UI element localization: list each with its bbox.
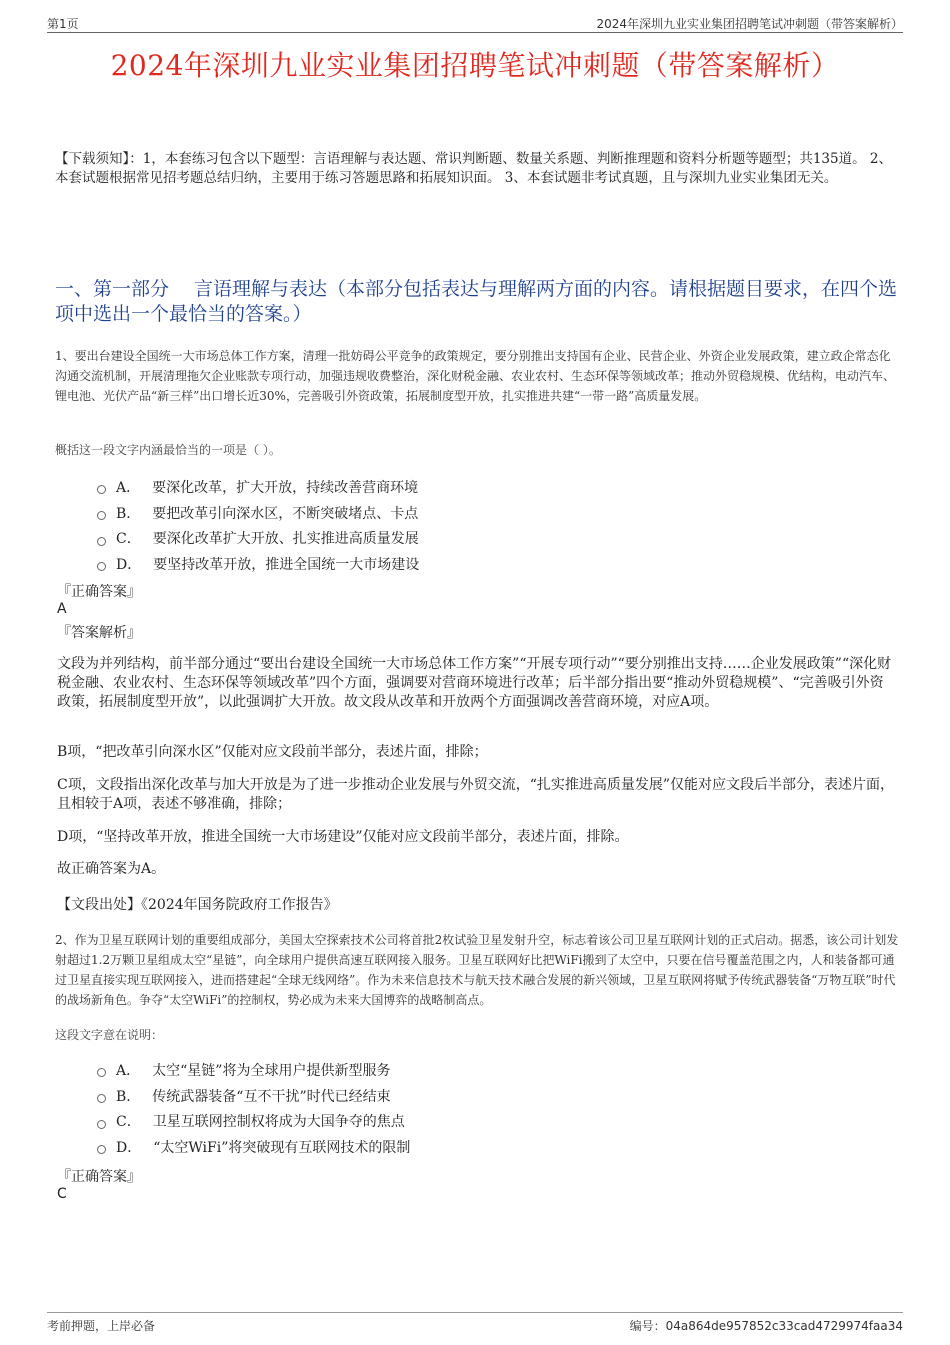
option-d[interactable] <box>97 551 797 577</box>
option-key: D． <box>116 556 142 573</box>
radio-icon[interactable] <box>97 1068 106 1077</box>
option-key: B． <box>116 505 141 522</box>
option-key: A． <box>116 1062 141 1079</box>
option-key: D． <box>116 1139 142 1156</box>
analysis-conclusion: 故正确答案为A。 <box>57 861 166 877</box>
section-heading: 一、第一部分 言语理解与表达（本部分包括表达与理解两方面的内容。请根据题目要求，在四个选项中选出一个最恰当的答案。） <box>55 278 898 325</box>
answer-value: C <box>57 1186 67 1202</box>
analysis-paragraph: D项，“坚持改革开放，推进全国统一大市场建设”仅能对应文段前半部分，表述片面，排除。 <box>57 829 629 845</box>
question-1-prompt: 概括这一段文字内涵最恰当的一项是（ ）。 <box>55 443 281 457</box>
question-1-text: 1、要出台建设全国统一大市场总体工作方案，清理一批妨碍公平竞争的政策规定，要分别推出支持国有企业、民营企业、外资企业发展政策，建立政企常态化沟通交流机制，开展清理拖欠企业账款专项行动，加强违规收费整治，深化财税金融、农业农村、生态环保等领域改革；推动外贸稳规模、优结构，电动汽车、锂电池、光伏产品“新三样”出口增长近30%，完善吸引外资政策，拓展制度型开放，扎实推进共建“一带一路”高质量发展。 <box>55 349 896 403</box>
question-2-options <box>97 1057 797 1160</box>
option-key: C． <box>116 1114 141 1131</box>
page-header <box>47 12 903 33</box>
option-d[interactable] <box>97 1134 797 1160</box>
radio-icon[interactable] <box>97 1145 106 1154</box>
option-a[interactable] <box>97 1057 797 1083</box>
analysis-paragraph: B项，“把改革引向深水区”仅能对应文段前半部分，表述片面，排除； <box>57 744 488 760</box>
option-text: “太空WiFi”将突破现有互联网技术的限制 <box>153 1139 411 1156</box>
option-c[interactable] <box>97 1108 797 1134</box>
radio-icon[interactable] <box>97 1120 106 1129</box>
option-text: 要把改革引向深水区，不断突破堵点、卡点 <box>152 505 419 522</box>
radio-icon[interactable] <box>97 537 106 546</box>
radio-icon[interactable] <box>97 485 106 494</box>
option-text: 要深化改革扩大开放、扎实推进高质量发展 <box>152 531 419 548</box>
radio-icon[interactable] <box>97 511 106 520</box>
option-text: 要深化改革，扩大开放，持续改善营商环境 <box>152 479 419 496</box>
option-key: A． <box>116 479 141 496</box>
analysis-paragraph: 文段为并列结构，前半部分通过“要出台建设全国统一大市场总体工作方案”“开展专项行动”“要分别推出支持……企业发展政策”“深化财税金融、农业农村、生态环保等领域改革”四个方面，强调要对营商环境进行改革；后半部分指出要“推动外贸稳规模”、“完善吸引外资政策，拓展制度型开放”，以此强调扩大开放。故文段从改革和开放两个方面强调改善营商环境，对应A项。 <box>57 656 892 710</box>
option-key: B． <box>116 1088 141 1105</box>
analysis-paragraph: C项，文段指出深化改革与加大开放是为了进一步推动企业发展与外贸交流，“扎实推进高质量发展”仅能对应文段后半部分，表述片面，且相较于A项，表述不够准确，排除； <box>57 777 895 812</box>
footer-slogan: 考前押题，上岸必备 <box>47 1319 156 1333</box>
option-key: C． <box>116 531 141 548</box>
option-c[interactable] <box>97 525 797 551</box>
question-2-text: 2、作为卫星互联网计划的重要组成部分，美国太空探索技术公司将首批2枚试验卫星发射升空，标志着该公司卫星互联网计划的正式启动。据悉，该公司计划发射超过1.2万颗卫星组成太空“星链”，向全球用户提供高速互联网接入服务。卫星互联网好比把WiFi搬到了太空中，只要在信号覆盖范围之内，人和装备都可通过卫星直接实现互联网接入，进而搭建起“全球无线网络”。作为未来信息技术与航天技术融合发展的新兴领域，卫星互联网将赋予传统武器装备“万物互联”时代的战场新角色。争夺“太空WiFi”的控制权，势必成为未来大国博弈的战略制高点。 <box>55 933 899 1007</box>
option-text: 传统武器装备“互不干扰”时代已经结束 <box>152 1088 391 1105</box>
answer-label: 『正确答案』 <box>57 584 141 600</box>
option-a[interactable] <box>97 474 797 500</box>
option-b[interactable] <box>97 500 797 526</box>
option-text: 太空“星链”将为全球用户提供新型服务 <box>152 1062 391 1079</box>
radio-icon[interactable] <box>97 562 106 571</box>
analysis-label: 『答案解析』 <box>57 625 141 641</box>
page-title: 2024年深圳九业实业集团招聘笔试冲刺题（带答案解析） <box>110 49 840 82</box>
page-number: 第1页 <box>47 17 79 31</box>
source-citation: 【文段出处】《2024年国务院政府工作报告》 <box>57 897 338 913</box>
document-id: 编号：04a864de957852c33cad4729974faa34 <box>629 1319 903 1333</box>
option-text: 要坚持改革开放，推进全国统一大市场建设 <box>153 556 420 573</box>
option-b[interactable] <box>97 1083 797 1109</box>
download-notice: 【下载须知】：1，本套练习包含以下题型：言语理解与表达题、常识判断题、数量关系题、判断推理题和资料分析题等题型；共135道。 2、本套试题根据常见招考题总结归纳，主要用于练习答题思路和拓展知识面。 3、本套试题非考试真题，且与深圳九业实业集团无关。 <box>55 151 892 186</box>
header-doc-title: 2024年深圳九业实业集团招聘笔试冲刺题（带答案解析） <box>596 17 903 31</box>
answer-value: A <box>57 601 67 617</box>
question-1-options <box>97 474 797 577</box>
question-2-prompt: 这段文字意在说明： <box>55 1028 164 1042</box>
answer-label: 『正确答案』 <box>57 1169 141 1185</box>
page-footer <box>47 1312 903 1333</box>
radio-icon[interactable] <box>97 1094 106 1103</box>
option-text: 卫星互联网控制权将成为大国争夺的焦点 <box>152 1114 405 1131</box>
